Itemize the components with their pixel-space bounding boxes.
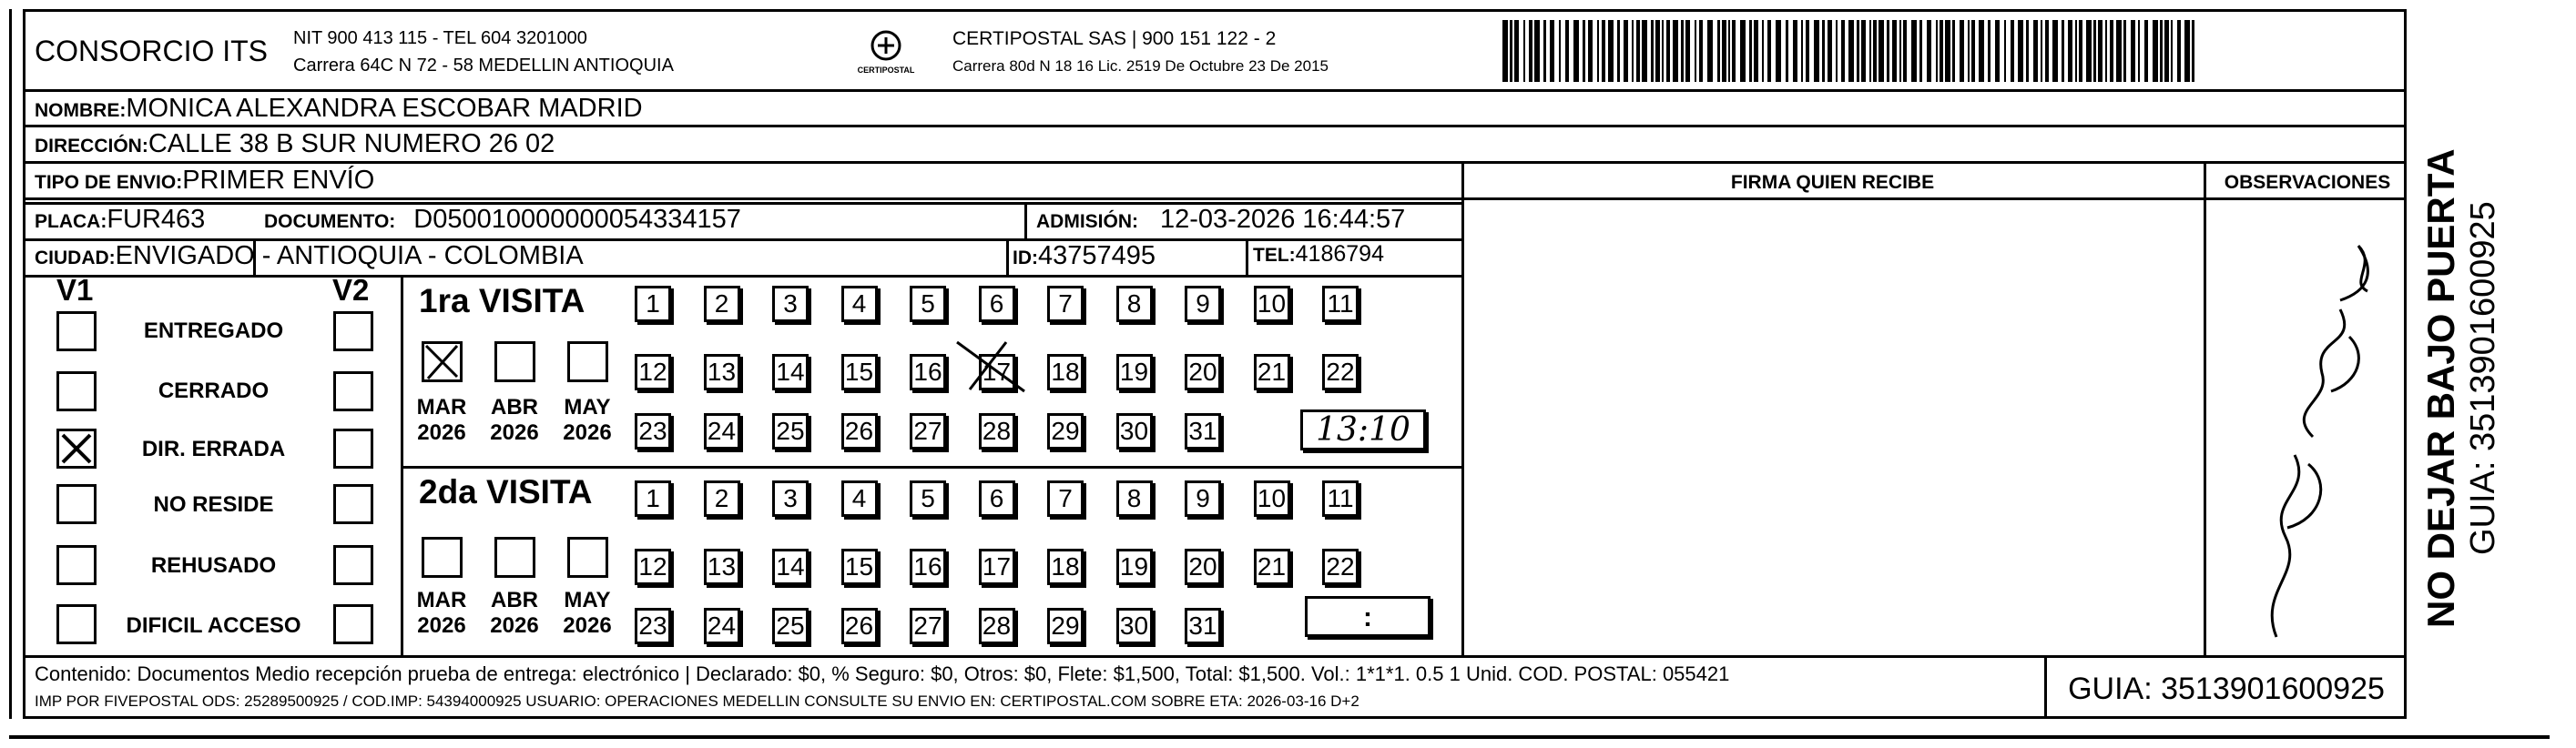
- barcode-bar: [1971, 20, 1975, 82]
- barcode-bar: [2192, 20, 2194, 82]
- v1-label: V1: [56, 273, 94, 307]
- company-nit: NIT 900 413 115 - TEL 604 3201000: [293, 28, 587, 48]
- barcode-bar: [1762, 20, 1764, 82]
- status-rehusado: REHUSADO: [150, 553, 277, 578]
- barcode-bar: [1550, 20, 1554, 82]
- barcode-bar: [1828, 20, 1832, 82]
- visit1-day-16[interactable]: 16: [910, 354, 946, 390]
- status-entregado: ENTREGADO: [143, 318, 284, 343]
- visit1-day-4[interactable]: 4: [841, 286, 878, 322]
- barcode-bar: [1685, 20, 1690, 82]
- svg-text:CERTIPOSTAL: CERTIPOSTAL: [857, 66, 915, 75]
- status-dir-errada: DIR. ERRADA: [141, 437, 286, 461]
- visit1-day-12[interactable]: 12: [635, 354, 671, 390]
- visit2-month-mar-box[interactable]: [422, 537, 463, 578]
- barcode-bar: [1666, 20, 1670, 82]
- barcode-bar: [1662, 20, 1664, 82]
- barcode-bar: [2011, 20, 2014, 82]
- visit1-day-19[interactable]: 19: [1116, 354, 1153, 390]
- visit2-day-24[interactable]: 24: [704, 608, 740, 644]
- barcode-bar: [1786, 20, 1788, 82]
- visit1-time: 13:10: [1316, 411, 1410, 449]
- barcode-bar: [2110, 20, 2113, 82]
- company-name: CONSORCIO ITS: [35, 35, 269, 67]
- barcode-bar: [1523, 20, 1525, 82]
- barcode-bar: [2098, 20, 2103, 82]
- visit1-month-mar-box[interactable]: [422, 341, 463, 382]
- visit1-day-28[interactable]: 28: [979, 413, 1015, 450]
- barcode-bar: [2018, 20, 2023, 82]
- barcode-bar: [1836, 20, 1838, 82]
- visit2-day-10[interactable]: 10: [1254, 480, 1290, 517]
- barcode-bar: [1573, 20, 1579, 82]
- handwritten-signature: [2222, 227, 2395, 646]
- tel-field: TEL:4186794: [1253, 241, 1384, 267]
- barcode-bar: [1814, 20, 1819, 82]
- visit1-month-abr: ABR 2026: [490, 395, 539, 445]
- barcode-bar: [1945, 20, 1950, 82]
- visit2-month-may-box[interactable]: [567, 537, 608, 578]
- barcode-bar: [1841, 20, 1845, 82]
- visit2-day-19[interactable]: 19: [1116, 549, 1153, 585]
- barcode-bar: [2004, 20, 2006, 82]
- barcode-bar: [1529, 20, 1532, 82]
- visit2-month-abr: ABR 2026: [490, 588, 539, 638]
- visit2-day-23[interactable]: 23: [635, 608, 671, 644]
- barcode-bar: [2026, 20, 2029, 82]
- barcode-bar: [2123, 20, 2126, 82]
- side-warning: NO DEJAR BAJO PUERTA: [2419, 148, 2462, 628]
- status-cerrado: CERRADO: [158, 379, 270, 403]
- visit2-month-abr-box[interactable]: [494, 537, 535, 578]
- visit2-month-mar: MAR 2026: [416, 588, 467, 638]
- barcode-bar: [2144, 20, 2148, 82]
- visit2-title: 2da VISITA: [419, 473, 593, 510]
- barcode-bar: [1979, 20, 1984, 82]
- v2-label: V2: [332, 273, 370, 307]
- visit2-day-25[interactable]: 25: [772, 608, 809, 644]
- visit2-day-21[interactable]: 21: [1254, 549, 1290, 585]
- barcode-bar: [1899, 20, 1901, 82]
- v1-checkbox-entregado[interactable]: [56, 311, 97, 351]
- tipo-row: TIPO DE ENVIO:PRIMER ENVÍO: [35, 166, 375, 195]
- visit2-time-box[interactable]: [1305, 596, 1431, 637]
- barcode-bar: [2131, 20, 2135, 82]
- barcode-bar: [1559, 20, 1561, 82]
- visit2-day-26[interactable]: 26: [841, 608, 878, 644]
- barcode-bar: [2093, 20, 2096, 82]
- barcode-bar: [1695, 20, 1696, 82]
- barcode-bar: [1636, 20, 1640, 82]
- visit1-day-29[interactable]: 29: [1047, 413, 1084, 450]
- barcode-bar: [2105, 20, 2107, 82]
- visit1-month-may-box[interactable]: [567, 341, 608, 382]
- visit2-day-16[interactable]: 16: [910, 549, 946, 585]
- barcode-bar: [1642, 20, 1647, 82]
- barcode-bar: [1892, 20, 1897, 82]
- visit1-day-14[interactable]: 14: [772, 354, 809, 390]
- barcode-bar: [1911, 20, 1917, 82]
- barcode-bar: [1988, 20, 1991, 82]
- v2-checkbox-rehusado[interactable]: [333, 545, 373, 585]
- barcode-bar: [1887, 20, 1889, 82]
- barcode-bar: [1602, 20, 1605, 82]
- visit1-day-31[interactable]: 31: [1185, 413, 1221, 450]
- visit1-day-23[interactable]: 23: [635, 413, 671, 450]
- visit2-day-8[interactable]: 8: [1116, 480, 1153, 517]
- barcode-bar: [1722, 20, 1726, 82]
- visit2-time: :: [1363, 602, 1372, 632]
- visit1-day-strike: [952, 337, 1033, 400]
- visit1-day-3[interactable]: 3: [772, 286, 809, 322]
- visit1-day-10[interactable]: 10: [1254, 286, 1290, 322]
- barcode-bar: [1632, 20, 1634, 82]
- barcode-bar: [1681, 20, 1684, 82]
- v2-checkbox-dificil-acceso[interactable]: [333, 604, 373, 644]
- barcode-bar: [1608, 20, 1614, 82]
- barcode-bar: [1968, 20, 1970, 82]
- barcode-bar: [1749, 20, 1752, 82]
- barcode: [1502, 20, 2204, 82]
- visit2-day-11[interactable]: 11: [1322, 480, 1359, 517]
- barcode-bar: [1806, 20, 1809, 82]
- visit1-month-mar: MAR 2026: [416, 395, 467, 445]
- visit2-day-2[interactable]: 2: [704, 480, 740, 517]
- admision-field: ADMISIÓN: 12-03-2026 16:44:57: [1036, 205, 1406, 234]
- side-guia: GUIA: 3513901600925: [2464, 201, 2502, 555]
- visit2-day-6[interactable]: 6: [979, 480, 1015, 517]
- visit2-month-may: MAY 2026: [563, 588, 612, 638]
- barcode-bar: [1754, 20, 1758, 82]
- barcode-bar: [2045, 20, 2049, 82]
- barcode-bar: [1740, 20, 1746, 82]
- status-dificil-acceso: DIFICIL ACCESO: [126, 613, 301, 638]
- visit2-day-29[interactable]: 29: [1047, 608, 1084, 644]
- visit1-day-22[interactable]: 22: [1322, 354, 1359, 390]
- visit2-day-7[interactable]: 7: [1047, 480, 1084, 517]
- visit1-day-15[interactable]: 15: [841, 354, 878, 390]
- visit1-month-abr-box[interactable]: [494, 341, 535, 382]
- visit2-day-3[interactable]: 3: [772, 480, 809, 517]
- barcode-bar: [2160, 20, 2163, 82]
- barcode-bar: [2062, 20, 2064, 82]
- visit2-day-5[interactable]: 5: [910, 480, 946, 517]
- visit1-day-11[interactable]: 11: [1322, 286, 1359, 322]
- visit2-day-22[interactable]: 22: [1322, 549, 1359, 585]
- footer-imp: IMP POR FIVEPOSTAL ODS: 25289500925 / COD.IMP: 54394000925 USUARIO: OPERACIONES MEDELLIN CONSULTE SU ENVIO EN: CERTIPOSTAL.COM SOBRE ETA: 2026-03-16 D+2: [35, 692, 1359, 710]
- footer-content: Contenido: Documentos Medio recepción prueba de entrega: electrónico | Declarado: $0, % Seguro: $0, Otros: $0, Flete: $1,500, Total: $1,500. Vol.: 1*1*1. 0.5 1 Unid. COD. POSTAL: 055421: [35, 662, 1730, 685]
- visit1-day-13[interactable]: 13: [704, 354, 740, 390]
- visit1-time-box[interactable]: [1300, 409, 1426, 450]
- barcode-bar: [1624, 20, 1628, 82]
- visit1-day-24[interactable]: 24: [704, 413, 740, 450]
- visit1-day-21[interactable]: 21: [1254, 354, 1290, 390]
- visit2-day-4[interactable]: 4: [841, 480, 878, 517]
- barcode-bar: [1848, 20, 1854, 82]
- visit1-day-7[interactable]: 7: [1047, 286, 1084, 322]
- barcode-bar: [1801, 20, 1803, 82]
- visit2-day-27[interactable]: 27: [910, 608, 946, 644]
- v1-checkbox-cerrado[interactable]: [56, 371, 97, 411]
- barcode-bar: [1869, 20, 1871, 82]
- v2-checkbox-no-reside[interactable]: [333, 484, 373, 524]
- barcode-bar: [2177, 20, 2181, 82]
- visit2-day-15[interactable]: 15: [841, 549, 878, 585]
- barcode-bar: [2052, 20, 2058, 82]
- barcode-bar: [1597, 20, 1599, 82]
- visit2-day-12[interactable]: 12: [635, 549, 671, 585]
- barcode-bar: [2086, 20, 2092, 82]
- barcode-bar: [1588, 20, 1593, 82]
- barcode-bar: [1510, 20, 1512, 82]
- barcode-bar: [1655, 20, 1660, 82]
- visit1-day-27[interactable]: 27: [910, 413, 946, 450]
- barcode-bar: [2068, 20, 2072, 82]
- status-no-reside: NO RESIDE: [153, 492, 274, 517]
- barcode-bar: [1651, 20, 1654, 82]
- visit1-day-30[interactable]: 30: [1116, 413, 1153, 450]
- nombre-row: NOMBRE:MONICA ALEXANDRA ESCOBAR MADRID: [35, 94, 643, 123]
- barcode-bar: [2153, 20, 2158, 82]
- visit2-day-31[interactable]: 31: [1185, 608, 1221, 644]
- carrier-address: Carrera 80d N 18 16 Lic. 2519 De Octubre 23 De 2015: [952, 57, 1329, 75]
- barcode-bar: [2164, 20, 2169, 82]
- observaciones-header: OBSERVACIONES: [2224, 172, 2391, 193]
- barcode-bar: [1960, 20, 1964, 82]
- visit1-day-20[interactable]: 20: [1185, 354, 1221, 390]
- visit2-day-9[interactable]: 9: [1185, 480, 1221, 517]
- barcode-bar: [1776, 20, 1781, 82]
- visit1-title: 1ra VISITA: [419, 282, 585, 319]
- placa-field: PLACA:FUR463: [35, 205, 206, 234]
- visit2-day-1[interactable]: 1: [635, 480, 671, 517]
- barcode-bar: [2033, 20, 2038, 82]
- barcode-bar: [1952, 20, 1955, 82]
- barcode-bar: [1583, 20, 1585, 82]
- v2-checkbox-entregado[interactable]: [333, 311, 373, 351]
- barcode-bar: [1822, 20, 1825, 82]
- left-edge: [9, 9, 12, 719]
- barcode-bar: [1728, 20, 1730, 82]
- v1-checkbox-no-reside[interactable]: [56, 484, 97, 524]
- visit1-day-2[interactable]: 2: [704, 286, 740, 322]
- ciudad-field: CIUDAD:ENVIGADO - ANTIOQUIA - COLOMBIA: [35, 241, 584, 270]
- barcode-bar: [1861, 20, 1866, 82]
- barcode-bar: [1793, 20, 1797, 82]
- visit1-month-may: MAY 2026: [563, 395, 612, 445]
- documento-field: DOCUMENTO: D050010000000054334157: [264, 205, 741, 234]
- visit1-day-17[interactable]: 17: [979, 354, 1015, 390]
- barcode-bar: [2075, 20, 2077, 82]
- visit1-day-26[interactable]: 26: [841, 413, 878, 450]
- visit1-day-5[interactable]: 5: [910, 286, 946, 322]
- barcode-bar: [1927, 20, 1931, 82]
- barcode-bar: [2171, 20, 2173, 82]
- barcode-bar: [2041, 20, 2042, 82]
- barcode-bar: [1857, 20, 1859, 82]
- direccion-row: DIRECCIÓN:CALLE 38 B SUR NUMERO 26 02: [35, 129, 555, 158]
- barcode-bar: [1717, 20, 1720, 82]
- visit2-day-28[interactable]: 28: [979, 608, 1015, 644]
- visit2-day-30[interactable]: 30: [1116, 608, 1153, 644]
- visit1-day-1[interactable]: 1: [635, 286, 671, 322]
- firma-header: FIRMA QUIEN RECIBE: [1730, 172, 1935, 193]
- barcode-bar: [1879, 20, 1884, 82]
- barcode-bar: [1502, 20, 1508, 82]
- barcode-bar: [1936, 20, 1938, 82]
- barcode-bar: [1732, 20, 1736, 82]
- certipostal-logo: [856, 27, 916, 78]
- v1-checkbox-rehusado[interactable]: [56, 545, 97, 585]
- company-address: Carrera 64C N 72 - 58 MEDELLIN ANTIOQUIA: [293, 56, 674, 76]
- carrier-name: CERTIPOSTAL SAS | 900 151 122 - 2: [952, 28, 1277, 49]
- v2-checkbox-dir-errada[interactable]: [333, 429, 373, 469]
- visit1-day-6[interactable]: 6: [979, 286, 1015, 322]
- barcode-bar: [1940, 20, 1943, 82]
- barcode-bar: [1565, 20, 1569, 82]
- v1-checkbox-dir-errada[interactable]: [56, 429, 97, 469]
- visit2-day-20[interactable]: 20: [1185, 549, 1221, 585]
- barcode-bar: [2184, 20, 2190, 82]
- barcode-bar: [2138, 20, 2140, 82]
- barcode-bar: [1514, 20, 1519, 82]
- id-field: ID:43757495: [1013, 241, 1156, 270]
- barcode-bar: [1995, 20, 2000, 82]
- barcode-bar: [1543, 20, 1546, 82]
- barcode-bar: [1617, 20, 1620, 82]
- barcode-bar: [2116, 20, 2122, 82]
- v1-checkbox-dificil-acceso[interactable]: [56, 604, 97, 644]
- v2-checkbox-cerrado[interactable]: [333, 371, 373, 411]
- barcode-bar: [2079, 20, 2082, 82]
- barcode-bar: [1903, 20, 1907, 82]
- footer-guia: GUIA: 3513901600925: [2068, 672, 2385, 706]
- barcode-bar: [1707, 20, 1713, 82]
- visit2-day-13[interactable]: 13: [704, 549, 740, 585]
- visit1-day-8[interactable]: 8: [1116, 286, 1153, 322]
- barcode-bar: [1873, 20, 1877, 82]
- barcode-bar: [1673, 20, 1678, 82]
- barcode-bar: [1919, 20, 1922, 82]
- bottom-edge: [9, 735, 2550, 739]
- visit2-day-18[interactable]: 18: [1047, 549, 1084, 585]
- visit1-day-9[interactable]: 9: [1185, 286, 1221, 322]
- visit2-day-17[interactable]: 17: [979, 549, 1015, 585]
- barcode-bar: [1767, 20, 1771, 82]
- barcode-bar: [1699, 20, 1703, 82]
- visit1-day-25[interactable]: 25: [772, 413, 809, 450]
- visit1-day-18[interactable]: 18: [1047, 354, 1084, 390]
- visit2-day-14[interactable]: 14: [772, 549, 809, 585]
- barcode-bar: [1534, 20, 1540, 82]
